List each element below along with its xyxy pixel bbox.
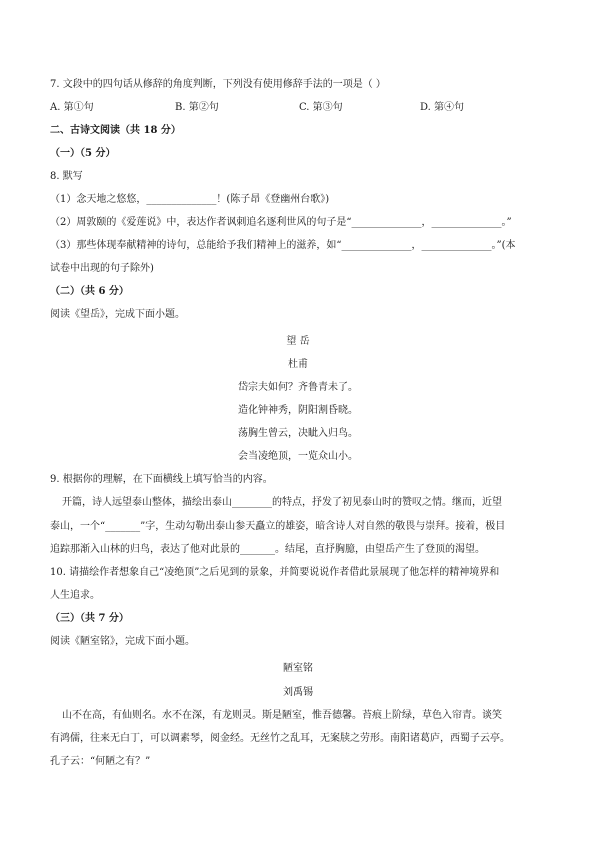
part3-intro: 阅读《陋室铭》，完成下面小题。	[50, 636, 195, 647]
prose-author: 刘禹锡	[283, 687, 313, 698]
part3-heading: （三）（共 7 分）	[50, 613, 129, 624]
prose-title: 陋室铭	[283, 663, 313, 674]
poem-line: 造化钟神秀，阴阳割昏晓。	[238, 405, 358, 416]
q7-option-a: A. 第①句	[50, 102, 94, 113]
q9-paragraph-line: 泰山，一个“_______”字，生动勾勒出泰山参天矗立的雄姿，暗含诗人对自然的敬畏与崇拜。接着，极目	[50, 521, 506, 532]
poem-line: 会当凌绝顶，一览众山小。	[238, 451, 358, 462]
q8-title: 8. 默写	[50, 171, 83, 182]
poem-line: 岱宗夫如何？齐鲁青未了。	[238, 382, 358, 393]
q10-question: 10. 请描绘作者想象自己“凌绝顶”之后见到的景象，并简要说说作者借此景展现了他怎样的精神境界和	[50, 567, 500, 578]
q7-option-c: C. 第③句	[299, 102, 343, 113]
q8-item3: （3）那些体现奉献精神的诗句，总能给予我们精神上的滋养，如“______________，______________。”(本	[50, 240, 516, 251]
poem-author: 杜甫	[288, 359, 308, 370]
q10-question-cont: 人生追求。	[50, 590, 100, 601]
q9-title: 9. 根据你的理解，在下面横线上填写恰当的内容。	[50, 474, 273, 485]
prose-line: 孔子云：“何陋之有？”	[50, 756, 151, 767]
part2-heading: （二）（共 6 分）	[50, 286, 129, 297]
poem-title: 望 岳	[286, 336, 310, 347]
part2-intro: 阅读《望岳》，完成下面小题。	[50, 309, 185, 320]
q9-paragraph-line: 追踪那渐入山林的归鸟，表达了他对此景的_______。结尾，直抒胸臆，由望岳产生了登顶的渴望。	[50, 544, 485, 555]
q8-item3-cont: 试卷中出现的句子除外)	[50, 263, 154, 274]
q7-option-b: B. 第②句	[175, 102, 219, 113]
q8-item2: （2）周敦颐的《爱莲说》中，表达作者讽刺追名逐利世风的句子是“______________，______________。”	[50, 217, 512, 228]
q9-paragraph-line: 开篇，诗人远望泰山整体，描绘出泰山________的特点，抒发了初见泰山时的赞叹之情。继而，近望	[62, 497, 502, 508]
prose-line: 山不在高，有仙则名。水不在深，有龙则灵。斯是陋室，惟吾德馨。苔痕上阶绿，草色入帘青。谈笑	[62, 710, 502, 721]
q7-stem: 7. 文段中的四句话从修辞的角度判断，下列没有使用修辞手法的一项是（ ）	[50, 79, 386, 90]
q8-item1: （1）念天地之悠悠，______________！(陈子昂《登幽州台歌》)	[50, 194, 330, 205]
poem-line: 荡胸生曾云，决眦入归鸟。	[238, 428, 358, 439]
prose-line: 有鸿儒，往来无白丁，可以调素琴，阅金经。无丝竹之乱耳，无案牍之劳形。南阳诸葛庐，西蜀子云亭。	[50, 733, 510, 744]
section2-title: 二、古诗文阅读（共 18 分）	[50, 125, 181, 136]
q7-option-d: D. 第④句	[420, 102, 465, 113]
part1-heading: （一）（5 分）	[50, 148, 116, 159]
